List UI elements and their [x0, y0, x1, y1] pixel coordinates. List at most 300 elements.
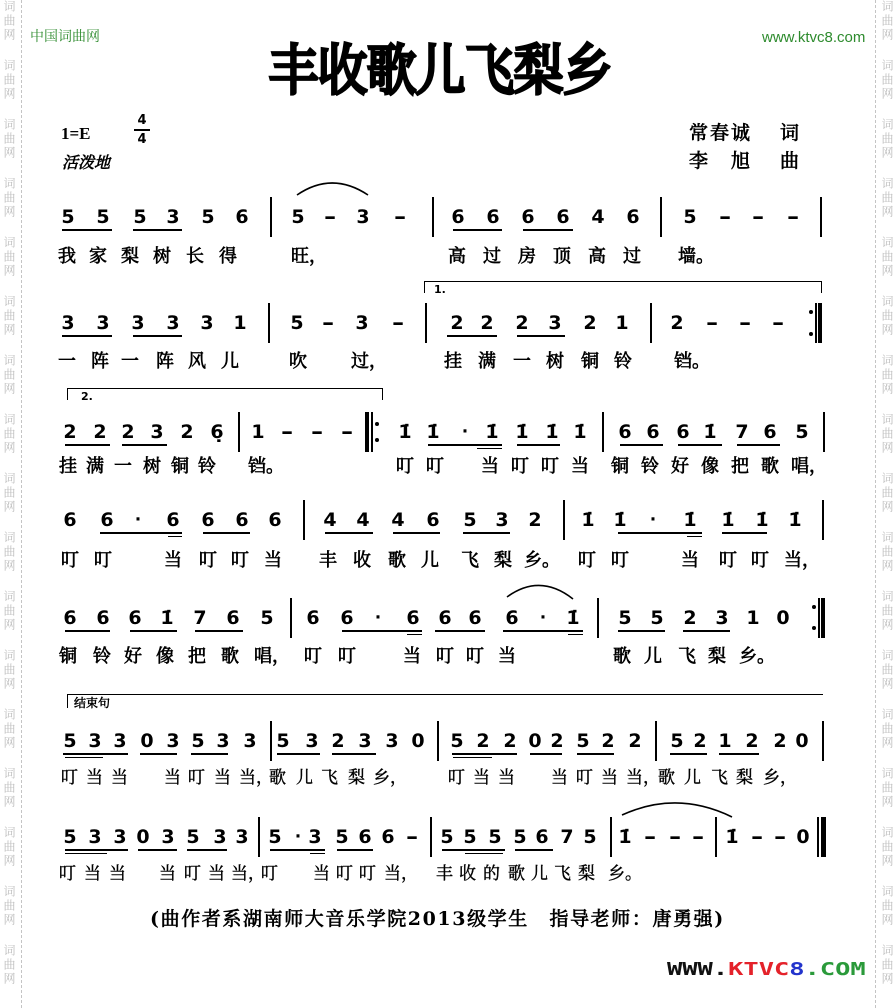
beam-underline [63, 753, 128, 755]
lyric-char: 歌 [613, 646, 631, 667]
note-extension-dash: - [321, 312, 335, 334]
watermark-text: 词曲网 [2, 826, 16, 868]
note-high-octave: 1̇ [788, 509, 802, 531]
barline [822, 500, 824, 540]
barline [818, 598, 820, 638]
note: 6 [63, 509, 77, 531]
beam-underline [530, 753, 562, 755]
note: 3 [305, 730, 319, 752]
site-logo [667, 961, 866, 978]
lyric-char: 一 [121, 351, 139, 372]
note: 5 [795, 421, 809, 443]
note-extension-dash: - [738, 312, 752, 334]
lyric-char: 歌 [388, 550, 406, 571]
lyricist-name: 常春诚 [689, 122, 753, 144]
rhythm-dot: · [649, 510, 657, 530]
barline [602, 412, 604, 452]
beam-underline [463, 532, 510, 534]
note-extension-dash: - [668, 826, 682, 848]
beam-underline [62, 335, 112, 337]
rhythm-dot: · [539, 608, 547, 628]
note: 5 [440, 826, 454, 848]
beam-underline [133, 229, 182, 231]
beam-underline [342, 630, 422, 632]
lyric-char: 梨 [708, 646, 726, 667]
note: 2 [476, 730, 490, 752]
watermark-text: 词曲网 [880, 118, 894, 160]
lyric-char: 铃 [614, 351, 632, 372]
second-ending-bracket [67, 388, 383, 400]
lyric-char: 好 [671, 456, 689, 477]
lyric-char: 唱， [254, 646, 290, 667]
rhythm-dot: · [134, 510, 142, 530]
beam-underline [683, 630, 730, 632]
note: 3 [235, 826, 249, 848]
lyric-char: 树 [143, 456, 161, 477]
logo-digit: 8 [789, 959, 805, 980]
note-high-octave: 1̇ [515, 421, 529, 443]
note: 2 [670, 312, 684, 334]
beam-underline-double [310, 853, 325, 855]
barline [430, 817, 432, 857]
note-high-octave: 1̇ [573, 421, 587, 443]
note: 6 [340, 607, 354, 629]
lyric-char: 铃 [93, 646, 111, 667]
beam-underline [203, 532, 250, 534]
lyric-char: 叮 [611, 550, 629, 571]
note: 6 [535, 826, 549, 848]
lyric-char: 家 [89, 246, 107, 267]
lyric-char: 当 [214, 768, 231, 788]
key-signature: 1=E [61, 124, 91, 143]
note: 7 [193, 607, 207, 629]
beam-underline [722, 532, 767, 534]
lyric-char: 叮 [304, 646, 322, 667]
lyric-char: 叮 [336, 864, 353, 884]
composer-role: 曲 [780, 150, 802, 172]
barline [270, 721, 272, 761]
watermark-text: 词曲网 [2, 649, 16, 691]
beam-underline [62, 229, 112, 231]
watermark-text: 词曲网 [2, 944, 16, 986]
note: 5 [450, 730, 464, 752]
barline [268, 303, 270, 343]
repeat-dot [809, 310, 813, 314]
beam-underline [65, 630, 110, 632]
lyric-char: 梨 [348, 768, 365, 788]
note: 3 [88, 730, 102, 752]
note: 5 [276, 730, 290, 752]
note: 6 [406, 607, 420, 629]
logo-prefix: WWW. [667, 959, 729, 980]
lyric-char: 飞 [678, 646, 696, 667]
barline [371, 412, 373, 452]
barline [660, 197, 662, 237]
rest: 0 [140, 730, 154, 752]
lyric-char: 铜 [171, 456, 189, 477]
beam-underline [452, 753, 517, 755]
composer-footnote: (曲作者系湖南师大音乐学院2013级学生 指导老师：唐勇强) [150, 908, 725, 930]
note-high-octave: 1̇ [703, 421, 717, 443]
note-extension-dash: - [643, 826, 657, 848]
lyric-char: 叮 [199, 550, 217, 571]
barline [425, 303, 427, 343]
watermark-text: 词曲网 [2, 59, 16, 101]
watermark-text: 词曲网 [2, 413, 16, 455]
barline [238, 412, 240, 452]
watermark-text: 词曲网 [880, 590, 894, 632]
lyric-char: 梨 [578, 864, 595, 884]
lyric-char: 叮 [578, 550, 596, 571]
lyric-char: 丰 [436, 864, 453, 884]
lyric-char: 儿 [684, 768, 701, 788]
lyric-char: 当 [313, 864, 330, 884]
barline [823, 412, 825, 452]
lyric-char: 当， [784, 550, 820, 571]
note: 5 [63, 730, 77, 752]
note: 6 [646, 421, 660, 443]
note-high-octave: 1̇ [618, 826, 632, 848]
lyric-char: 叮 [541, 456, 559, 477]
lyric-char: 铜 [59, 646, 77, 667]
repeat-dot [812, 605, 816, 609]
note: 4 [323, 509, 337, 531]
lyric-char: 当 [403, 646, 421, 667]
lyric-char: 长 [186, 246, 204, 267]
note: 5 [488, 826, 502, 848]
note: 6 [505, 607, 519, 629]
note: 6 [486, 206, 500, 228]
lyric-char: 儿 [421, 550, 439, 571]
note: 3 [385, 730, 399, 752]
lyric-char: 乡， [763, 768, 797, 788]
note: 2 [503, 730, 517, 752]
lyric-char: 满 [478, 351, 496, 372]
first-ending-label: 1. [434, 283, 446, 296]
beam-underline [620, 444, 663, 446]
note: 5 [268, 826, 282, 848]
note-extension-dash: - [310, 421, 324, 443]
note: 5 [650, 607, 664, 629]
lyric-char: 当 [264, 550, 282, 571]
watermark-text: 词曲网 [2, 295, 16, 337]
lyric-char: 一 [58, 351, 76, 372]
lyric-char: 叮 [466, 646, 484, 667]
barline [715, 817, 717, 857]
note-extension-dash: - [323, 206, 337, 228]
note: 5 [186, 826, 200, 848]
beam-underline [187, 849, 227, 851]
lyric-char: 挂 [59, 456, 77, 477]
note: 5 [335, 826, 349, 848]
barline [820, 197, 822, 237]
note: 7 [735, 421, 749, 443]
barline [822, 721, 824, 761]
note: 3 [715, 607, 729, 629]
note: 6 [226, 607, 240, 629]
beam-underline [337, 849, 373, 851]
lyric-char: 飞 [554, 864, 571, 884]
watermark-text: 词曲网 [2, 885, 16, 927]
watermark-text: 词曲网 [880, 885, 894, 927]
note-extension-dash: - [405, 826, 419, 848]
note: 3 [166, 206, 180, 228]
lyric-char: 高 [588, 246, 606, 267]
lyric-char: 当 [473, 768, 490, 788]
note: 6 [166, 509, 180, 531]
site-url: www.ktvc8.com [762, 29, 866, 46]
note: 5 [201, 206, 215, 228]
beam-underline [140, 753, 177, 755]
watermark-text: 词曲网 [880, 826, 894, 868]
note-extension-dash: - [691, 826, 705, 848]
rhythm-dot: · [374, 608, 382, 628]
note-low-octave: 6̣ [210, 421, 224, 443]
lyric-char: 叮 [751, 550, 769, 571]
lyric-char: 当 [571, 456, 589, 477]
note: 2 [121, 421, 135, 443]
beam-underline-double [568, 634, 583, 636]
rest: 0 [796, 826, 810, 848]
time-signature-beats: 4 [137, 113, 147, 128]
note: 4 [391, 509, 405, 531]
barline-thick [365, 412, 369, 452]
beam-underline [191, 753, 228, 755]
note: 2 [601, 730, 615, 752]
beam-underline [277, 753, 320, 755]
lyric-char: 一 [114, 456, 132, 477]
lyric-char: 树 [153, 246, 171, 267]
note: 2 [550, 730, 564, 752]
lyric-char: 梨 [121, 246, 139, 267]
lyric-char: 乡。 [739, 646, 775, 667]
note: 6 [63, 607, 77, 629]
time-signature-unit: 4 [137, 131, 147, 147]
note: 6 [438, 607, 452, 629]
beam-underline [325, 532, 373, 534]
note: 6 [426, 509, 440, 531]
note: 3 [131, 312, 145, 334]
barline [437, 721, 439, 761]
note: 3 [161, 826, 175, 848]
lyric-char: 收 [459, 864, 476, 884]
lyric-char: 阵 [91, 351, 109, 372]
lyric-char: 叮 [511, 456, 529, 477]
note: 3 [308, 826, 322, 848]
lyric-char: 叮 [436, 646, 454, 667]
lyric-char: 叮 [426, 456, 444, 477]
lyric-char: 歌 [761, 456, 779, 477]
note: 1 [746, 607, 760, 629]
beam-underline [618, 630, 665, 632]
note: 2 [773, 730, 787, 752]
barline [270, 197, 272, 237]
lyric-char: 风 [188, 351, 206, 372]
note: 2 [450, 312, 464, 334]
watermark-text: 词曲网 [2, 472, 16, 514]
note: 2 [63, 421, 77, 443]
note-extension-dash: - [340, 421, 354, 443]
note: 2 [683, 607, 697, 629]
watermark-text: 词曲网 [2, 354, 16, 396]
lyric-char: 飞 [461, 550, 479, 571]
note: 5 [576, 730, 590, 752]
slur [622, 803, 732, 817]
lyric-char: 飞 [321, 768, 338, 788]
beam-underline [195, 630, 243, 632]
note: 6 [451, 206, 465, 228]
repeat-dot [809, 332, 813, 336]
note-high-octave: 1̇ [160, 607, 174, 629]
lyric-char: 铛。 [248, 456, 284, 477]
note: 2 [528, 509, 542, 531]
note: 3 [166, 730, 180, 752]
watermark-text: 词曲网 [880, 413, 894, 455]
watermark-text: 词曲网 [2, 531, 16, 573]
note: 3 [166, 312, 180, 334]
lyric-char: 乡， [373, 768, 407, 788]
beam-underline [517, 335, 565, 337]
second-ending-label: 2. [81, 390, 93, 403]
note-high-octave: 1̇ [566, 607, 580, 629]
lyric-char: 铃 [198, 456, 216, 477]
beam-underline-double [407, 634, 422, 636]
watermark-text: 词曲网 [2, 590, 16, 632]
lyric-char: 把 [188, 646, 206, 667]
note: 2 [480, 312, 494, 334]
note: 5 [513, 826, 527, 848]
barline-thick [818, 303, 822, 343]
lyric-char: 铛。 [674, 351, 710, 372]
note: 6 [626, 206, 640, 228]
song-title: 丰收歌儿飞梨乡 [268, 39, 612, 103]
lyric-char: 叮 [184, 864, 201, 884]
rest: 0 [136, 826, 150, 848]
beam-underline [435, 630, 485, 632]
watermark-text: 词曲网 [880, 944, 894, 986]
note: 7 [560, 826, 574, 848]
lyric-char: 当， [384, 864, 418, 884]
watermark-text: 词曲网 [2, 177, 16, 219]
beam-underline [133, 335, 182, 337]
note: 6 [521, 206, 535, 228]
lyric-char: 叮 [396, 456, 414, 477]
beam-underline [577, 753, 614, 755]
coda-label: 结束句 [74, 696, 111, 710]
note-high-octave: 1̇ [755, 509, 769, 531]
lyric-char: 乡。 [608, 864, 642, 884]
lyric-char: 挂 [444, 351, 462, 372]
watermark-text: 词曲网 [2, 767, 16, 809]
beam-underline [719, 753, 759, 755]
note-extension-dash: - [718, 206, 732, 228]
note: 6 [235, 206, 249, 228]
note: 2 [515, 312, 529, 334]
lyric-char: 叮 [359, 864, 376, 884]
lyric-char: 收 [353, 550, 371, 571]
note: 3 [216, 730, 230, 752]
beam-underline-double [65, 757, 103, 759]
lyric-char: 铜 [611, 456, 629, 477]
lyric-char: 歌 [221, 646, 239, 667]
lyric-char: 叮 [188, 768, 205, 788]
lyric-char: 叮 [261, 864, 278, 884]
note-extension-dash: - [771, 312, 785, 334]
barline [303, 500, 305, 540]
watermark-text: 词曲网 [2, 118, 16, 160]
note: 3 [96, 312, 110, 334]
watermark-text: 词曲网 [880, 354, 894, 396]
lyric-char: 铜 [581, 351, 599, 372]
lyric-char: 好 [124, 646, 142, 667]
watermark-text: 词曲网 [880, 59, 894, 101]
lyric-char: 的 [483, 864, 500, 884]
barline [655, 721, 657, 761]
beam-underline [678, 444, 722, 446]
beam-underline [517, 444, 560, 446]
lyric-char: 当 [84, 864, 101, 884]
lyric-char: 叮 [61, 768, 78, 788]
beam-underline [100, 532, 182, 534]
note: 6 [358, 826, 372, 848]
note: 5 [670, 730, 684, 752]
note: 6 [556, 206, 570, 228]
lyric-char: 梨 [494, 550, 512, 571]
note: 6 [618, 421, 632, 443]
lyric-char: 当 [86, 768, 103, 788]
lyric-char: 高 [448, 246, 466, 267]
beam-underline [618, 532, 702, 534]
lyric-char: 儿 [644, 646, 662, 667]
lyric-char: 当 [551, 768, 568, 788]
note: 3 [150, 421, 164, 443]
watermark-text: 词曲网 [880, 295, 894, 337]
beam-underline [442, 849, 505, 851]
note: 2 [331, 730, 345, 752]
note: 5 [291, 206, 305, 228]
note-extension-dash: - [393, 206, 407, 228]
note: 6 [201, 509, 215, 531]
note-high-octave: 1̇ [683, 509, 697, 531]
lyric-char: 儿 [221, 351, 239, 372]
note-extension-dash: - [705, 312, 719, 334]
note: 5 [96, 206, 110, 228]
beam-underline [737, 444, 780, 446]
lyric-char: 吹 [289, 351, 307, 372]
note: 6 [306, 607, 320, 629]
lyric-char: 当 [159, 864, 176, 884]
note: 6 [468, 607, 482, 629]
note-high-octave: 1̇ [485, 421, 499, 443]
lyric-char: 叮 [338, 646, 356, 667]
beam-underline [670, 753, 707, 755]
watermark-text: 词曲网 [880, 767, 894, 809]
beam-underline-double [465, 853, 503, 855]
repeat-dot [375, 438, 379, 442]
watermark-text: 词曲网 [880, 472, 894, 514]
note: 2 [745, 730, 759, 752]
repeat-dot [812, 626, 816, 630]
watermark-text: 词曲网 [880, 649, 894, 691]
note: 5 [583, 826, 597, 848]
lyric-char: 我 [58, 246, 76, 267]
site-name: 中国词曲网 [30, 29, 100, 45]
note-extension-dash: - [750, 826, 764, 848]
watermark-text: 词曲网 [880, 708, 894, 750]
lyric-char: 旺， [291, 246, 327, 267]
barline [610, 817, 612, 857]
note: 3 [548, 312, 562, 334]
